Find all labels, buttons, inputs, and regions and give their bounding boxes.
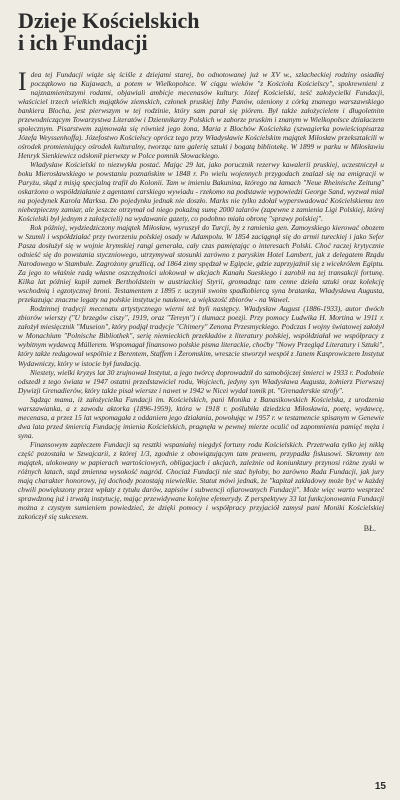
page-number: 15 xyxy=(374,781,386,792)
paragraph-5: Niestety, wielki kryzys lat 30 zrujnował Instytut, a jego twórcę doprowadził do samobójczej śmierci w 1933 r. Podobnie odszedł z tego świata w 1947 ostatni przedstawiciel rodu, Wojciech, jedyny syn Władysława Augusta, żołnierz Pierwszej Dywizji Grenadierów, który także pisał wiersze i nawet w 1942 w Nicei wydał tomik pt. "Grenaderskie strofy". xyxy=(18,367,384,395)
paragraph-4: Rodzinnej tradycji mecenatu artystycznego wierni też byli następcy. Władysław August (1886-1933), autor dwóch zbiorów wierszy ("U brzegów ciszy", 1919, oraz "Tereyn") i tłumacz poezji. Przy pomocy Ludwika H. Mortina w 1911 r. założył miesięcznik "Museion", który podjął tradycje "Chimery" Zenona Przesmyckiego. Podczas I wojny światowej założył w Monachium "Polnische Bibliothek", serię niemieckich przekładów z literatury polskiej, współdziałał we współpracy z wybitnym wydawcą Müllerem. Wspomagał finansowo polskie pisma literackie, choćby "Nowy Przegląd Literatury i Sztuki", który także redagował wspólnie z Berentem, Staffem i Żeromskim, wreszcie stworzył wespół z Janem Kasprowiczem Instytut Wydawniczy, który w istocie był fundacją. xyxy=(18,304,384,368)
article-body xyxy=(18,67,384,533)
paragraph-2: Władysław Kościelski to niezwykła postać. Mając 29 lat, jako porucznik rezerwy kawalerii pruskiej, uczestniczył u boku Mierosławskiego w powstaniu poznańskim w 1848 r. Po wielu wojennych przygodach znalazł się na emigracji w Paryżu, skąd z misją specjalną trafił do Kolonii. Tam w imieniu Bakunina, którego na łamach "Neue Rheinische Zeitung" oskarżono o współdziałanie z agentami carskiego wywiadu - rzekomo na podstawie wypowiedzi George Sand, wyzwał mial na pojedynek Karola Marksa. Do pojedynku jednak nie doszło. Marks nie tylko zdołał wyperswadować Kościelskiemu ten niebezpieczny zamiar, ale jeszcze otrzymał od niego pokaźną sumę 2000 talarów (zapewne z zamienia Ligi Polskiej, której Kościelski był jednym z założycieli) na wydawanie gazety, co podobno miała obronę "sprawy polskiej". xyxy=(18,160,384,224)
author-signature: BŁ. xyxy=(363,523,376,533)
paragraph-6: Sądząc mama, iż założycielka Fundacji im. Kościelskich, pani Monika z Banasikowskich Kościelska, z urodzenia warszawianka, a z zawodu aktorka (1896-1959), która w 1918 r. poślubiła dziedzica Miłosławia, poetę, wydawcę, mecenasa, a przez 15 lat wspomagała z oddaniem jego działania, powołując w 1957 r. w testamencie spisanym w Genewie dwa lata przed śmiercią Fundację imienia Kościelskich, pragnęła w pewnej mierze ocalić od zapomnienia pamięć męża i syna. xyxy=(18,394,384,440)
paragraph-3: Rok później, wydziedziczony majątek Miłosław, wyruszył do Turcji, by z ramienia gen. Zamoyskiego kierować obozem w Szumli i współdziałać przy tworzeniu polskiej osady w Adampolu. W 1854 zaciągnął się do armii tureckiej i jako Sefer Pasza dosłużył się w wojnie krymskiej rangi generała, cały czas pamiętając o interesach Polski. Choć raczej krytycznie odnieść się do powstania styczniowego, utrzymywał stosunki zarówno z paryskim Hotel Lambert, jak z delegatem Rządu Narodowego w Stambule. Zagrożony gruźlicą, od 1864 zimy spędzał w Egipcie, gdzie zaprzyjaźnił się z wicekrólem Egiptu. Za jego to właśnie radą własne oszczędności ulokował w akcjach Kanału Sueskiego i zarobił na tej transakcji fortunę. Kilka lat później kupił zamek Bertholdstein w austriackiej Styrii, gromadząc tam cenne dzieła sztuki oraz kolekcję wschodnią i egzotycznej broni. Testamentem z 1895 r. uczynił swoim spadkobiercą syna bratanka, Władysława Augusta, przekazując znaczne legaty na polskie instytucje naukowe, a większość zbiorów - na Wawel. xyxy=(18,223,384,305)
paragraph-1-text: dea tej Fundacji wiąże się ściśle z dziejami starej, bo odnotowanej już w XV w., szlacheckiej rodziny osiadłej początkowo na Kujawach, a potem w Wielkopolsce. W ciągu wieków "z Kościoła Kościelscy", spokrewnieni z najznamienitszymi rodami, objawiali ambicje mecenasów kultury. Józef Kościelski, teść założycielki Fundacji, właściciel trzech wielkich majątków ziemskich, członek pruskiej Izby Panów, ożeniony z córką znanego warszawskiego bankiera Blocha, jest pierwszym w tej rodzinie, który sam parał się piórem. Był także założycielem i długoletnim przewodniczącym Towarzystwa Literatów i Dziennikarzy Polskich w zaborze pruskim i znanym w Wielkopolsce działaczem społecznym. Pisarstwem zajmowała się również jego żona, Maria z Blochów Kościelska (szwagierka powieściopisarza Józefa Weyssenhoffa). Józefostwo Kościelscy oprócz tego przy Władysławie Kościelskim majątek Miłosław przekształcili w ośrodek promieniujący ośrodek kulturalny, tworząc tam galerię sztuki i bogatą bibliotekę. W 1899 w parku w Miłosławiu Henryk Sienkiewicz odsłonił pierwszy w Polce pomnik Słowackiego. xyxy=(18,70,384,161)
article-title xyxy=(18,10,384,54)
drop-cap: I xyxy=(18,67,27,96)
paragraph-1 xyxy=(18,67,384,161)
article-title-line-1: Dzieje Kościelskich xyxy=(18,8,200,33)
article-title-line-2: i ich Fundacji xyxy=(18,30,148,55)
paragraph-7: Finansowym zapleczem Fundacji są resztki wspaniałej niegdyś fortuny rodu Kościelskich. Przetrwała tylko jej niklą część pozostała w Szwajcarii, z której 1/3, zgodnie z obowiązującym tam prawem, przypadła fiskusowi. Skromny ten majątek, ulokowany w papierach wartościowych, obligacjach i akcjach, zależnie od koniunktury przynosi różne zyski w różnych latach, stąd zmienna wysokość nagród. Chociaż Fundacji nie stać byłoby, bo zarówno Rada Fundacji, jak jury mają charakter honorowy, jej dochody pozostają niewielkie. Statut mówi jednak, że "kapitał zakładowy może być w każdej chwili powiększony przez wpłaty z tytułu darów, zapisów i subwencji ofiarowanych Fundacji". Może więc warto wesprzeć sprawdzoną już i trwałą instytucję, mając przewidywane kolejne efemerydy. Z perspektywy 33 lat funkcjonowania Fundacji można z czystym sumieniem powiedzieć, że dzięki pomocy i współpracy przyjaciół zamysł pani Moniki Kościelskiej zakończył się sukcesem. xyxy=(18,439,384,521)
